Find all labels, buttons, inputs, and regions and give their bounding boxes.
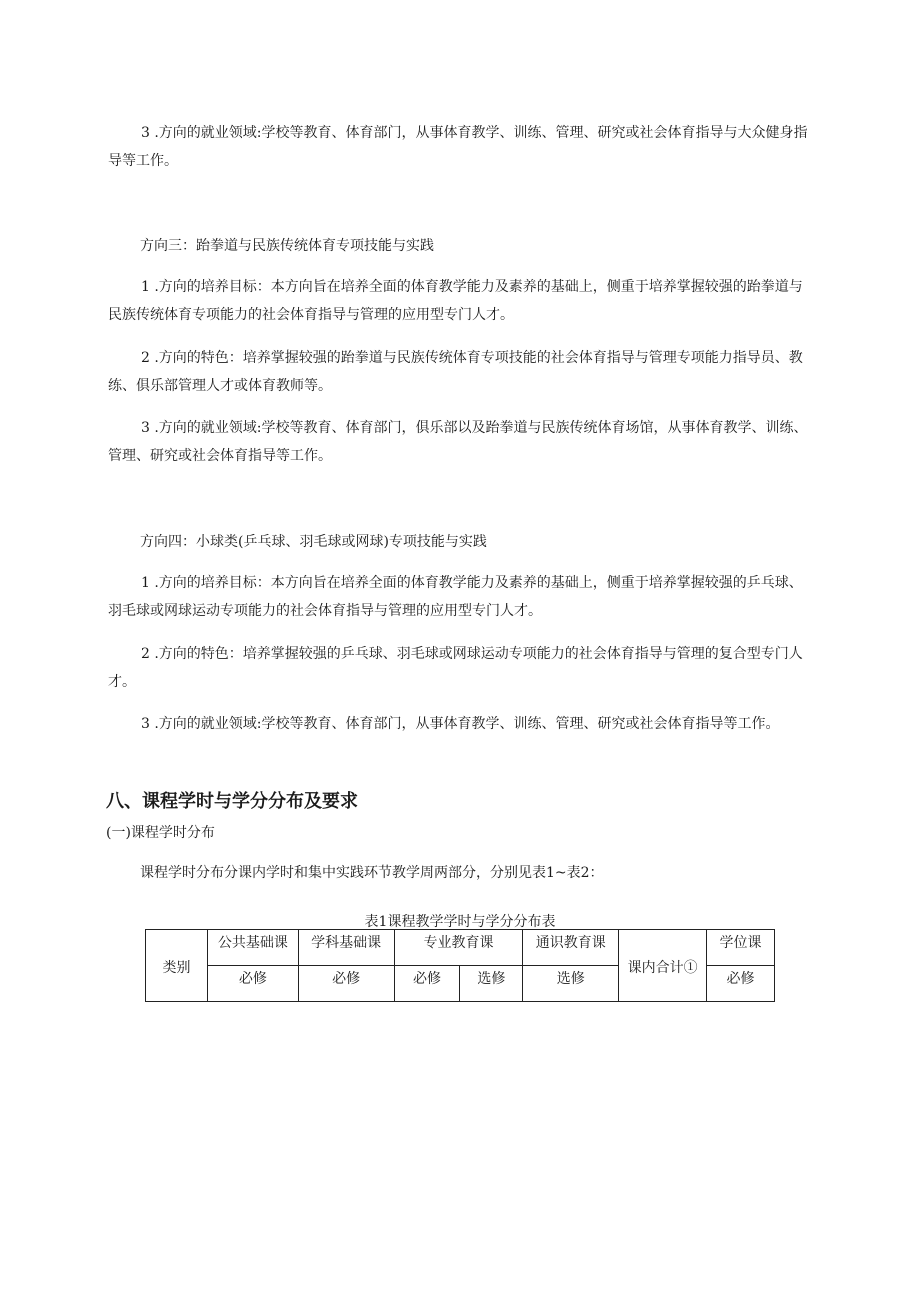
header-public-basic: 公共基础课 xyxy=(207,930,298,966)
subsection-title: (一)课程学时分布 xyxy=(106,825,215,841)
direction-three-title: 方向三：跆拳道与民族传统体育专项技能与实践 xyxy=(140,238,434,254)
paragraph-dir3-feature: 2 .方向的特色：培养掌握较强的跆拳道与民族传统体育专项技能的社会体育指导与管理专项能力指导员、教练、俱乐部管理人才或体育教师等。 xyxy=(108,350,803,394)
table-caption: 表1课程教学学时与学分分布表 xyxy=(364,914,556,930)
header-general-education: 通识教育课 xyxy=(523,930,619,966)
subheader-major-required: 必修 xyxy=(394,966,460,1002)
table-header-row xyxy=(146,930,775,966)
subheader-major-elective: 选修 xyxy=(460,966,523,1002)
direction-four-title: 方向四：小球类(乒乓球、羽毛球或网球)专项技能与实践 xyxy=(140,534,487,550)
header-degree: 学位课 xyxy=(707,930,775,966)
header-category: 类别 xyxy=(146,930,208,1002)
credit-distribution-table xyxy=(145,929,775,1002)
subheader-public-basic-required: 必修 xyxy=(207,966,298,1002)
header-subject-basic: 学科基础课 xyxy=(298,930,394,966)
header-major-education: 专业教育课 xyxy=(394,930,523,966)
paragraph-dir3-jobs: 3 .方向的就业领域:学校等教育、体育部门，俱乐部以及跆拳道与民族传统体育场馆，从事体育教学、训练、管理、研究或社会体育指导等工作。 xyxy=(108,420,808,464)
subheader-degree-required: 必修 xyxy=(707,966,775,1002)
paragraph-dir3-goal: 1 .方向的培养目标：本方向旨在培养全面的体育教学能力及素养的基础上，侧重于培养掌握较强的跆拳道与民族传统体育专项能力的社会体育指导与管理的应用型专门人才。 xyxy=(108,279,803,323)
subheader-general-elective: 选修 xyxy=(523,966,619,1002)
subheader-subject-basic-required: 必修 xyxy=(298,966,394,1002)
section-intro: 课程学时分布分课内学时和集中实践环节教学周两部分，分别见表1~表2： xyxy=(140,865,604,881)
paragraph-dir4-jobs: 3 .方向的就业领域:学校等教育、体育部门，从事体育教学、训练、管理、研究或社会体育指导等工作。 xyxy=(141,716,780,732)
paragraph-dir4-goal: 1 .方向的培养目标：本方向旨在培养全面的体育教学能力及素养的基础上，侧重于培养掌握较强的乒乓球、羽毛球或网球运动专项能力的社会体育指导与管理的应用型专门人才。 xyxy=(108,575,803,619)
paragraph-dir4-feature: 2 .方向的特色：培养掌握较强的乒乓球、羽毛球或网球运动专项能力的社会体育指导与管理的复合型专门人才。 xyxy=(108,646,803,690)
header-in-class-total: 课内合计① xyxy=(619,930,707,1002)
paragraph-employment-field-dir2: 3 .方向的就业领域:学校等教育、体育部门，从事体育教学、训练、管理、研究或社会体育指导与大众健身指导等工作。 xyxy=(108,125,808,169)
section-title: 八、课程学时与学分分布及要求 xyxy=(106,791,358,812)
